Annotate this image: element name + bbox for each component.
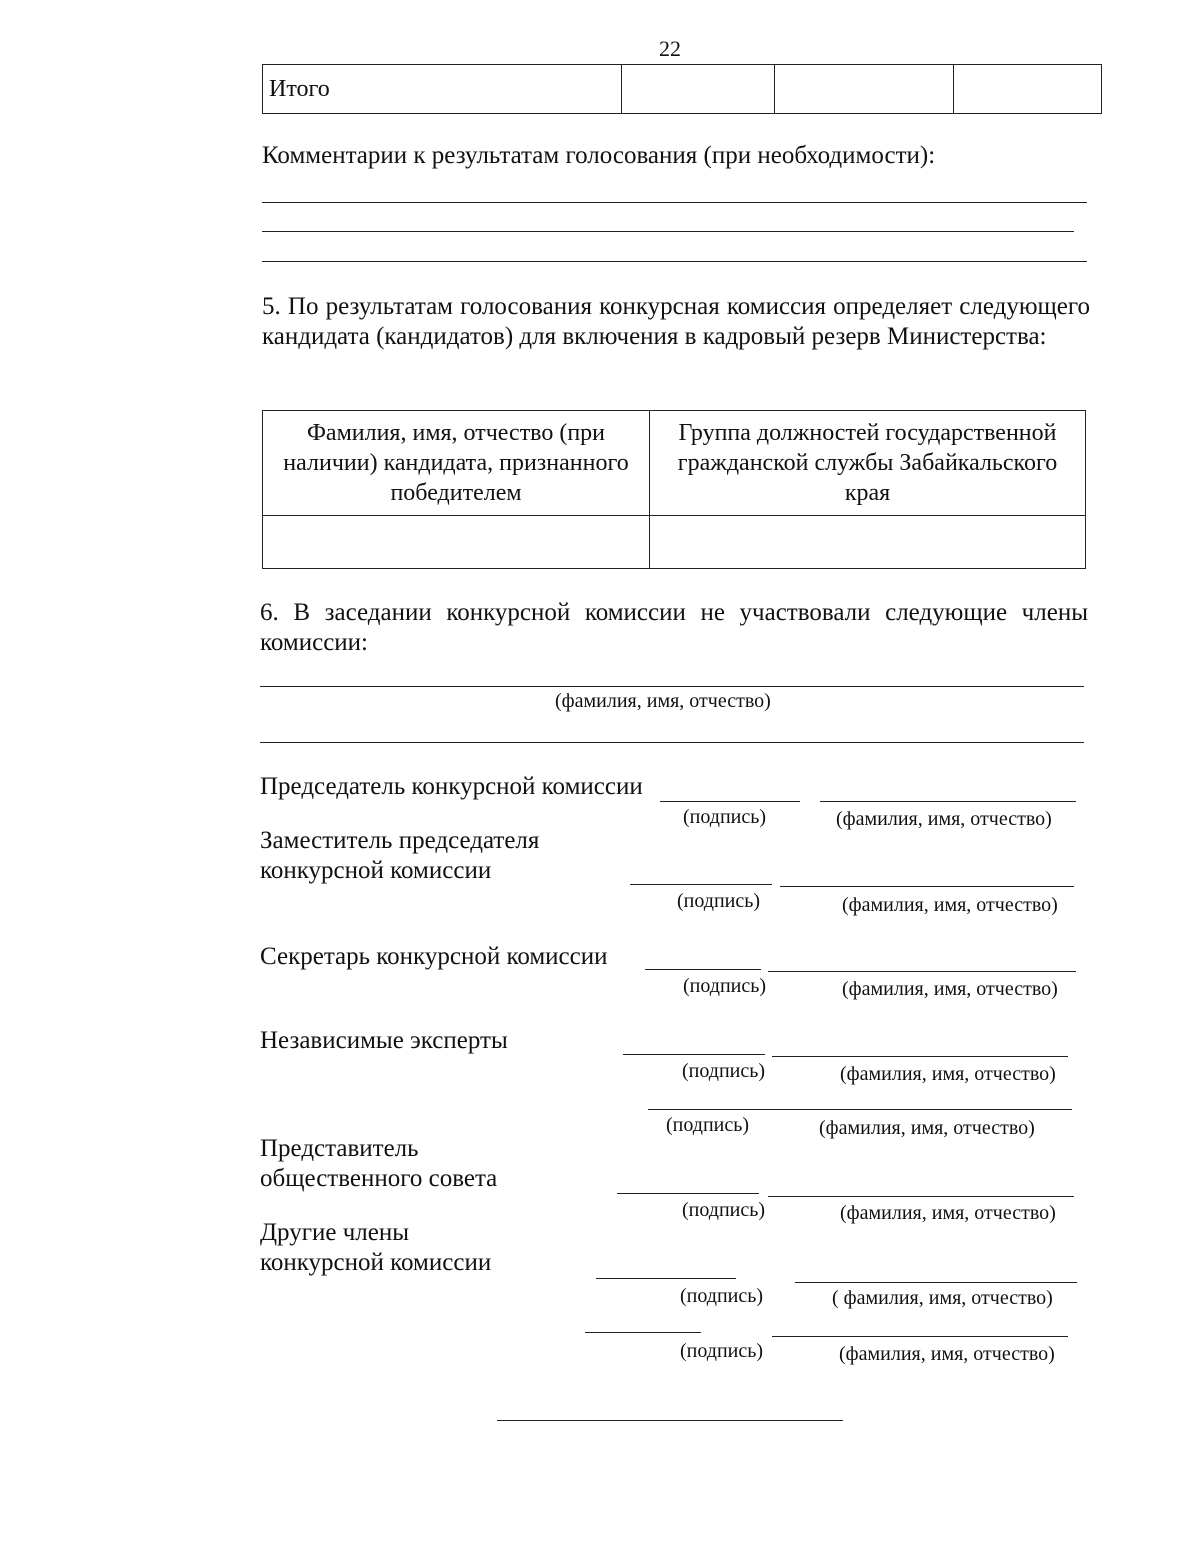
experts-label: Независимые эксперты xyxy=(260,1027,508,1054)
secretary-fio-line xyxy=(768,971,1076,972)
signature-hint: (подпись) xyxy=(666,1114,750,1136)
footer-separator-line xyxy=(497,1420,843,1421)
signature-hint: (подпись) xyxy=(683,806,767,828)
comment-line-1 xyxy=(262,202,1087,203)
comment-line-2 xyxy=(262,231,1074,232)
total-table xyxy=(262,64,1102,114)
total-cell-3 xyxy=(954,65,1102,114)
deputy-label-line-1: Заместитель председателя xyxy=(260,827,540,854)
public-council-fio-line xyxy=(768,1196,1074,1197)
deputy-label-line-2: конкурсной комиссии xyxy=(260,857,492,884)
fio-hint: (фамилия, имя, отчество) xyxy=(839,1343,1055,1365)
chairman-signature-line xyxy=(660,801,800,802)
fio-hint: (фамилия, имя, отчество) xyxy=(836,808,1052,830)
secretary-label: Секретарь конкурсной комиссии xyxy=(260,943,608,970)
other-member-1-fio-line xyxy=(795,1282,1077,1283)
signature-hint: (подпись) xyxy=(682,1199,766,1221)
total-cell-2 xyxy=(775,65,954,114)
public-council-label-line-2: общественного совета xyxy=(260,1165,498,1192)
expert-1-fio-line xyxy=(772,1056,1068,1057)
other-members-label-line-1: Другие члены xyxy=(260,1219,410,1246)
comment-line-3 xyxy=(262,261,1087,262)
other-members-label-line-2: конкурсной комиссии xyxy=(260,1249,492,1276)
deputy-signature-line xyxy=(630,884,772,885)
signature-hint: (подпись) xyxy=(680,1285,764,1307)
other-member-1-signature-line xyxy=(596,1278,736,1279)
fio-hint: (фамилия, имя, отчество) xyxy=(819,1117,1035,1139)
fio-hint: ( фамилия, имя, отчество) xyxy=(832,1287,1053,1309)
page-number: 22 xyxy=(659,36,681,61)
chairman-fio-line xyxy=(820,801,1076,802)
table-header-row xyxy=(263,411,1086,516)
signature-hint: (подпись) xyxy=(682,1060,766,1082)
other-member-2-fio-line xyxy=(772,1336,1068,1337)
comments-label: Комментарии к результатам голосования (при необходимости): xyxy=(262,142,936,169)
fio-hint: (фамилия, имя, отчество) xyxy=(840,1063,1056,1085)
fio-hint: (фамилия, имя, отчество) xyxy=(842,978,1058,1000)
fio-hint: (фамилия, имя, отчество) xyxy=(842,894,1058,916)
public-council-signature-line xyxy=(617,1193,759,1194)
table-row xyxy=(263,65,1102,114)
position-group-header: Группа должностей государственной гражданской службы Забайкальского края xyxy=(650,411,1086,516)
absent-member-line-1 xyxy=(260,686,1084,687)
section5-text: 5. По результатам голосования конкурсная комиссия определяет следующего кандидата (кандидатов) для включения в кадровый резерв Министерства: xyxy=(262,293,1090,350)
expert-1-signature-line xyxy=(623,1054,765,1055)
candidate-table xyxy=(262,410,1086,569)
absent-fio-hint: (фамилия, имя, отчество) xyxy=(555,690,771,712)
candidate-name-cell xyxy=(263,516,650,569)
public-council-label-line-1: Представитель xyxy=(260,1135,419,1162)
candidate-name-header: Фамилия, имя, отчество (при наличии) кандидата, признанного победителем xyxy=(263,411,650,516)
signature-hint: (подпись) xyxy=(683,975,767,997)
section6-text: 6. В заседании конкурсной комиссии не участвовали следующие члены комиссии: xyxy=(260,599,1088,656)
chairman-label: Председатель конкурсной комиссии xyxy=(260,773,643,800)
total-cell-1 xyxy=(622,65,775,114)
signature-hint: (подпись) xyxy=(680,1340,764,1362)
total-label: Итого xyxy=(263,65,622,114)
table-row xyxy=(263,516,1086,569)
fio-hint: (фамилия, имя, отчество) xyxy=(840,1202,1056,1224)
secretary-signature-line xyxy=(645,969,761,970)
signature-hint: (подпись) xyxy=(677,890,761,912)
other-member-2-signature-line xyxy=(585,1332,701,1333)
deputy-fio-line xyxy=(780,886,1074,887)
expert-2-line xyxy=(648,1109,1072,1110)
position-group-cell xyxy=(650,516,1086,569)
absent-member-line-2 xyxy=(260,742,1084,743)
